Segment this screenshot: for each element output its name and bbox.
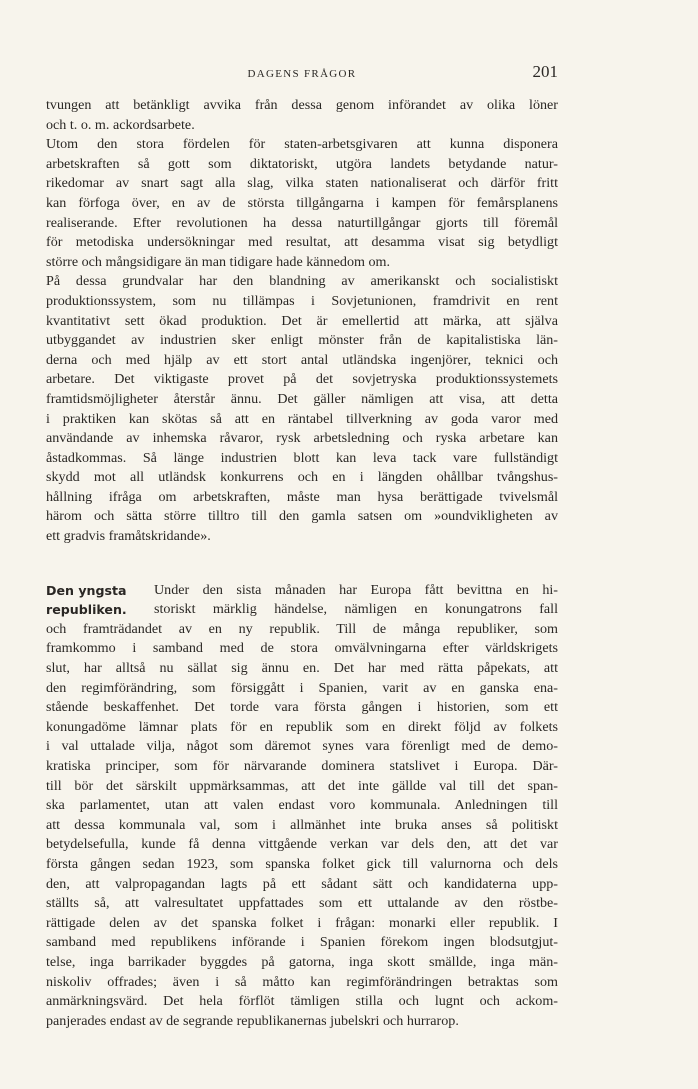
section-gap xyxy=(46,547,558,581)
text-line: framtidsmöjligheter återstår ännu. Det gäller nämligen att visa, att detta xyxy=(46,390,558,407)
text-line: rättigade delen av det spanska folket i frågan: monarki eller republik. I xyxy=(46,914,558,931)
text-line: skydd mot all utländsk konkurrens och en i längden ohållbar tvångshus- xyxy=(46,469,558,486)
marginal-heading-line: republiken. xyxy=(46,602,127,618)
text-line: Under den sista månaden har Europa fått bevittna en hi- xyxy=(154,581,558,598)
text-line: betydelsefulla, kunde få denna vittgående verkan var dels den, att det var xyxy=(46,836,558,853)
text-line: realiserande. Efter revolutionen ha dessa naturtillgångar gjorts till föremål xyxy=(46,214,558,231)
text-line: ställts så, att valresultatet uppfattades som ett uttalande av den röstbe- xyxy=(46,895,558,912)
text-line: i praktiken kan skötas så att en räntabel tillverkning av goda varor med xyxy=(46,410,558,427)
text-line: härom och sätta större tilltro till den gamla satsen om »oundvikligheten av xyxy=(46,508,558,525)
text-line: tvungen att betänkligt avvika från dessa genom införandet av olika löner xyxy=(46,97,558,113)
text-line: kratiska principer, som för närvarande dominera statslivet i Europa. Där- xyxy=(46,758,558,774)
marginal-heading-line: Den yngsta xyxy=(46,582,127,598)
text-line: arbetskraften så gott som diktatoriskt, utgöra landets betydande natur- xyxy=(46,155,558,172)
text-line: den regimförändring, som försiggått i Spanien, varit av en ganska ena- xyxy=(46,679,558,696)
text-line: den, att valpropagandan lagts på ett sådant sätt och kandidaterna upp- xyxy=(46,875,558,892)
text-line: kvantitativt sett ökad produktion. Det är emellertid att märka, att själva xyxy=(46,312,558,329)
text-line: framkommo i samband med de stora omvälvningarna efter världskrigets xyxy=(46,640,558,657)
section-2 xyxy=(46,581,558,1032)
text-line: stående beskaffenhet. Det torde vara första gången i historien, som ett xyxy=(46,699,558,716)
text-line: första gången sedan 1923, som spanska folket gick till valurnorna och dels xyxy=(46,855,558,872)
text-line: för metodiska undersökningar med resultat, att desamma visat sig betydligt xyxy=(46,234,558,251)
page-header xyxy=(46,62,558,86)
text-line: derna och med hjälp av ett stort antal utländska ingenjörer, teknici och xyxy=(46,351,558,368)
section-1 xyxy=(46,96,558,547)
text-line: i val uttalade vilja, något som däremot synes vara förenligt med de demo- xyxy=(46,738,558,755)
text-line: större och mångsidigare än man tidigare hade kännedom om. xyxy=(46,253,391,270)
text-line: panjerades endast av de segrande republikanernas jubelskri och hurrarop. xyxy=(46,1012,459,1029)
text-line: och framträdandet av en ny republik. Till de många republiker, som xyxy=(46,620,558,637)
text-line: hållning ifråga om arbetskraften, måste man hysa berättigade tvivelsmål xyxy=(46,488,558,505)
text-line: anmärkningsvärd. Det hela förflöt tämligen stilla och lugnt och ackom- xyxy=(46,993,558,1010)
text-line: Utom den stora fördelen för staten-arbetsgivaren att kunna disponera xyxy=(46,136,558,153)
text-line: utbyggandet av industrien sker enligt mönster från de kapitalistiska län- xyxy=(46,332,558,349)
text-line: åstadkommas. Så länge industrien blott kan leva tack vare fullständigt xyxy=(46,449,558,466)
text-line: storiskt märklig händelse, nämligen en konungatrons fall xyxy=(154,601,558,618)
text-line: niskoliv offrades; även i så måtto kan regimförändringen betraktas som xyxy=(46,973,558,990)
body-text xyxy=(46,96,558,1031)
text-line: konungadöme lämnar plats för en republik som en direkt följd av folkets xyxy=(46,718,558,735)
text-line: slut, har alltså nu sällat sig ännu en. Det har med rätta påpekats, att xyxy=(46,660,558,677)
text-line: telse, inga barrikader byggdes på gatorna, inga skott smällde, inga män- xyxy=(46,953,558,970)
text-line: samband med republikens införande i Spanien förekom ingen blodsutgjut- xyxy=(46,934,558,951)
text-line: användande av inhemska råvaror, rysk arbetsledning och ryska arbetare kan xyxy=(46,430,558,447)
text-line: kan förfoga över, en av de största tillgångarna i kampen för femårsplanens xyxy=(46,194,558,211)
text-line: till bör det särskilt uppmärksammas, att det inte gällde val till det span- xyxy=(46,777,558,794)
text-line: rikedomar av snart sagt alla slag, vilka staten nationaliserat och därför fritt xyxy=(46,175,558,192)
text-line: arbetare. Det viktigaste provet på det sovjetryska produktionssystemets xyxy=(46,371,558,388)
text-line: att dessa kommunala val, som i allmänhet inte bruka anses så politiskt xyxy=(46,816,558,833)
text-line: ska parlamentet, utan att valen endast voro kommunala. Anledningen till xyxy=(46,797,558,814)
marginal-heading xyxy=(46,581,146,620)
text-line: På dessa grundvalar har den blandning av amerikanskt och socialistiskt xyxy=(46,273,558,290)
page-number: 201 xyxy=(532,62,558,81)
text-line: produktionssystem, som nu tillämpas i Sovjetunionen, framdrivit en rent xyxy=(46,292,558,309)
text-line: och t. o. m. ackordsarbete. xyxy=(46,116,195,133)
text-line: ett gradvis framåtskridande». xyxy=(46,528,211,545)
running-title: DAGENS FRÅGOR xyxy=(247,68,357,80)
